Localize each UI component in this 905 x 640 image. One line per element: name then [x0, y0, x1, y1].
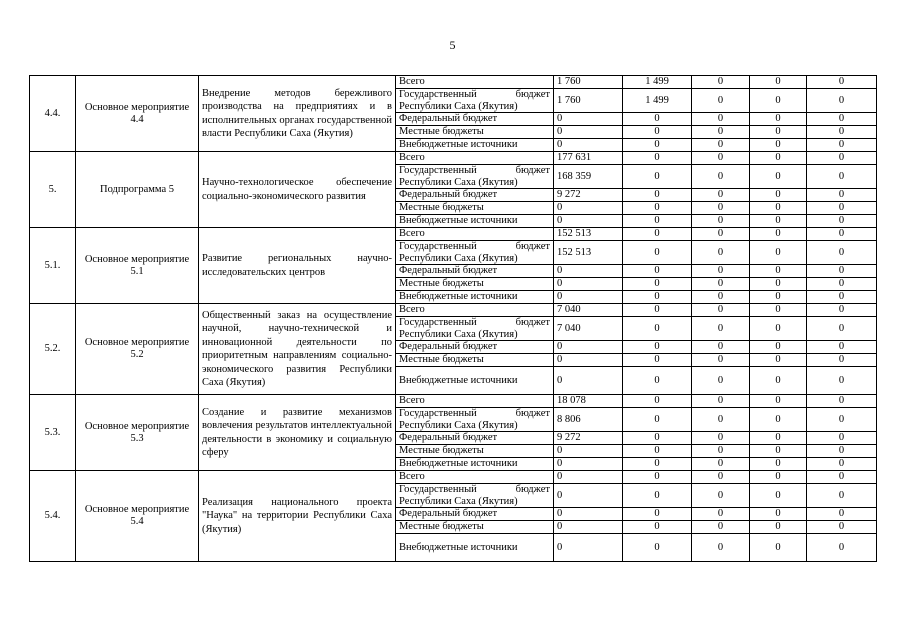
- value-cell: 0: [692, 432, 750, 445]
- value-cell: 0: [750, 484, 807, 508]
- value-cell: 0: [623, 165, 692, 189]
- value-cell: 0: [807, 458, 877, 471]
- value-cell: 0: [807, 202, 877, 215]
- funding-source: Федеральный бюджет: [396, 189, 554, 202]
- value-cell: 0: [554, 341, 623, 354]
- value-cell: 0: [554, 471, 623, 484]
- value-cell: 0: [807, 534, 877, 562]
- value-cell: 0: [554, 278, 623, 291]
- value-cell: 0: [807, 471, 877, 484]
- value-cell: 177 631: [554, 152, 623, 165]
- value-cell: 0: [807, 89, 877, 113]
- value-cell: 0: [692, 113, 750, 126]
- table-row: [30, 152, 877, 165]
- value-cell: 0: [623, 471, 692, 484]
- item-name: Основное мероприятие 5.1: [76, 228, 199, 304]
- value-cell: 0: [750, 139, 807, 152]
- item-number: 5.: [30, 152, 76, 228]
- value-cell: 0: [692, 445, 750, 458]
- table-row: [30, 76, 877, 89]
- funding-source: Всего: [396, 304, 554, 317]
- item-number: 5.3.: [30, 395, 76, 471]
- table-row: [30, 471, 877, 484]
- item-description: Создание и развитие механизмов вовлечения результатов интеллектуальной деятельности в экономику и социальную сферу: [199, 395, 396, 471]
- funding-source: Местные бюджеты: [396, 521, 554, 534]
- value-cell: 0: [623, 215, 692, 228]
- value-cell: 0: [807, 165, 877, 189]
- value-cell: 0: [692, 126, 750, 139]
- funding-source: Всего: [396, 395, 554, 408]
- funding-source: Всего: [396, 228, 554, 241]
- value-cell: 0: [750, 278, 807, 291]
- value-cell: 0: [750, 508, 807, 521]
- value-cell: 0: [750, 76, 807, 89]
- value-cell: 0: [750, 471, 807, 484]
- funding-source: Федеральный бюджет: [396, 341, 554, 354]
- value-cell: 0: [554, 508, 623, 521]
- value-cell: 0: [692, 139, 750, 152]
- value-cell: 1 760: [554, 76, 623, 89]
- funding-source: Местные бюджеты: [396, 354, 554, 367]
- funding-source: Внебюджетные источники: [396, 215, 554, 228]
- value-cell: 0: [807, 354, 877, 367]
- item-number: 4.4.: [30, 76, 76, 152]
- value-cell: 0: [623, 304, 692, 317]
- value-cell: 0: [554, 126, 623, 139]
- value-cell: 0: [807, 508, 877, 521]
- item-description: Развитие региональных научно-исследовательских центров: [199, 228, 396, 304]
- value-cell: 8 806: [554, 408, 623, 432]
- value-cell: 0: [750, 202, 807, 215]
- funding-source: Всего: [396, 152, 554, 165]
- value-cell: 0: [807, 278, 877, 291]
- value-cell: 0: [692, 215, 750, 228]
- value-cell: 0: [692, 408, 750, 432]
- value-cell: 0: [750, 189, 807, 202]
- value-cell: 152 513: [554, 228, 623, 241]
- value-cell: 0: [807, 228, 877, 241]
- funding-source: Государственный бюджет Республики Саха (Якутия): [396, 165, 554, 189]
- value-cell: 0: [554, 354, 623, 367]
- value-cell: 0: [692, 89, 750, 113]
- value-cell: 0: [623, 445, 692, 458]
- value-cell: 0: [554, 265, 623, 278]
- value-cell: 0: [807, 215, 877, 228]
- value-cell: 0: [623, 432, 692, 445]
- value-cell: 0: [554, 202, 623, 215]
- value-cell: 0: [692, 471, 750, 484]
- value-cell: 0: [692, 189, 750, 202]
- funding-source: Государственный бюджет Республики Саха (Якутия): [396, 89, 554, 113]
- value-cell: 0: [623, 126, 692, 139]
- value-cell: 0: [692, 521, 750, 534]
- value-cell: 168 359: [554, 165, 623, 189]
- funding-source: Федеральный бюджет: [396, 113, 554, 126]
- value-cell: 0: [807, 432, 877, 445]
- value-cell: 0: [554, 367, 623, 395]
- funding-source: Государственный бюджет Республики Саха (Якутия): [396, 241, 554, 265]
- value-cell: 0: [623, 508, 692, 521]
- value-cell: 0: [750, 113, 807, 126]
- value-cell: 0: [692, 291, 750, 304]
- value-cell: 0: [623, 152, 692, 165]
- value-cell: 0: [750, 354, 807, 367]
- funding-source: Внебюджетные источники: [396, 291, 554, 304]
- item-name: Основное мероприятие 5.4: [76, 471, 199, 562]
- value-cell: 0: [554, 139, 623, 152]
- value-cell: 0: [807, 395, 877, 408]
- value-cell: 0: [554, 484, 623, 508]
- value-cell: 0: [750, 241, 807, 265]
- value-cell: 0: [692, 458, 750, 471]
- funding-source: Внебюджетные источники: [396, 139, 554, 152]
- value-cell: 0: [750, 445, 807, 458]
- value-cell: 0: [692, 354, 750, 367]
- value-cell: 0: [554, 113, 623, 126]
- value-cell: 0: [750, 126, 807, 139]
- value-cell: 0: [623, 241, 692, 265]
- value-cell: 0: [623, 228, 692, 241]
- value-cell: 1 760: [554, 89, 623, 113]
- value-cell: 0: [692, 202, 750, 215]
- value-cell: 0: [623, 278, 692, 291]
- funding-source: Государственный бюджет Республики Саха (Якутия): [396, 317, 554, 341]
- value-cell: 0: [623, 521, 692, 534]
- value-cell: 0: [807, 341, 877, 354]
- funding-source: Внебюджетные источники: [396, 458, 554, 471]
- value-cell: 9 272: [554, 432, 623, 445]
- value-cell: 0: [807, 152, 877, 165]
- value-cell: 1 499: [623, 89, 692, 113]
- value-cell: 152 513: [554, 241, 623, 265]
- value-cell: 7 040: [554, 304, 623, 317]
- value-cell: 0: [807, 76, 877, 89]
- value-cell: 0: [807, 113, 877, 126]
- value-cell: 0: [750, 521, 807, 534]
- value-cell: 0: [692, 484, 750, 508]
- value-cell: 0: [692, 228, 750, 241]
- value-cell: 0: [750, 215, 807, 228]
- funding-source: Местные бюджеты: [396, 126, 554, 139]
- value-cell: 0: [807, 304, 877, 317]
- value-cell: 0: [692, 278, 750, 291]
- funding-source: Местные бюджеты: [396, 445, 554, 458]
- item-description: Внедрение методов бережливого производства на предприятиях и в исполнительных органах государственной власти Республики Саха (Якутия): [199, 76, 396, 152]
- value-cell: 0: [623, 354, 692, 367]
- value-cell: 1 499: [623, 76, 692, 89]
- value-cell: 0: [623, 408, 692, 432]
- value-cell: 0: [554, 521, 623, 534]
- value-cell: 0: [623, 317, 692, 341]
- value-cell: 0: [692, 508, 750, 521]
- page-number: 5: [449, 38, 456, 52]
- funding-source: Местные бюджеты: [396, 202, 554, 215]
- value-cell: 0: [692, 341, 750, 354]
- funding-source: Государственный бюджет Республики Саха (Якутия): [396, 484, 554, 508]
- value-cell: 0: [692, 395, 750, 408]
- table-row: [30, 304, 877, 317]
- value-cell: 0: [807, 317, 877, 341]
- table-body: [30, 76, 877, 562]
- item-number: 5.2.: [30, 304, 76, 395]
- value-cell: 0: [750, 265, 807, 278]
- value-cell: 0: [623, 341, 692, 354]
- financing-table: [29, 75, 877, 562]
- value-cell: 0: [692, 367, 750, 395]
- value-cell: 0: [623, 458, 692, 471]
- funding-source: Федеральный бюджет: [396, 508, 554, 521]
- funding-source: Федеральный бюджет: [396, 432, 554, 445]
- value-cell: 0: [623, 291, 692, 304]
- value-cell: 0: [750, 534, 807, 562]
- item-name: Основное мероприятие 5.2: [76, 304, 199, 395]
- funding-source: Всего: [396, 471, 554, 484]
- value-cell: 0: [807, 241, 877, 265]
- value-cell: 0: [750, 228, 807, 241]
- value-cell: 0: [623, 189, 692, 202]
- item-name: Подпрограмма 5: [76, 152, 199, 228]
- value-cell: 0: [750, 408, 807, 432]
- value-cell: 0: [623, 202, 692, 215]
- value-cell: 0: [750, 165, 807, 189]
- value-cell: 0: [623, 534, 692, 562]
- funding-source: Внебюджетные источники: [396, 367, 554, 395]
- item-description: Общественный заказ на осуществление научной, научно-технической и инновационной деятельности по приоритетным направлениям социально-экономического развития Республики Саха (Якутия): [199, 304, 396, 395]
- value-cell: 0: [750, 458, 807, 471]
- value-cell: 0: [807, 521, 877, 534]
- value-cell: 0: [554, 458, 623, 471]
- value-cell: 0: [807, 291, 877, 304]
- value-cell: 0: [692, 152, 750, 165]
- value-cell: 0: [623, 367, 692, 395]
- value-cell: 18 078: [554, 395, 623, 408]
- value-cell: 0: [692, 534, 750, 562]
- table-row: [30, 395, 877, 408]
- item-name: Основное мероприятие 5.3: [76, 395, 199, 471]
- value-cell: 0: [807, 408, 877, 432]
- value-cell: 0: [750, 367, 807, 395]
- value-cell: 0: [750, 432, 807, 445]
- item-number: 5.1.: [30, 228, 76, 304]
- funding-source: Государственный бюджет Республики Саха (Якутия): [396, 408, 554, 432]
- value-cell: 0: [807, 445, 877, 458]
- value-cell: 0: [750, 89, 807, 113]
- value-cell: 0: [750, 152, 807, 165]
- value-cell: 0: [623, 265, 692, 278]
- funding-source: Местные бюджеты: [396, 278, 554, 291]
- value-cell: 0: [692, 165, 750, 189]
- value-cell: 0: [750, 291, 807, 304]
- table-row: [30, 228, 877, 241]
- value-cell: 0: [807, 367, 877, 395]
- value-cell: 0: [807, 126, 877, 139]
- value-cell: 0: [807, 265, 877, 278]
- value-cell: 0: [750, 395, 807, 408]
- item-description: Научно-технологическое обеспечение социально-экономического развития: [199, 152, 396, 228]
- value-cell: 0: [692, 265, 750, 278]
- value-cell: 0: [807, 139, 877, 152]
- value-cell: 0: [554, 534, 623, 562]
- value-cell: 0: [807, 189, 877, 202]
- value-cell: 9 272: [554, 189, 623, 202]
- value-cell: 7 040: [554, 317, 623, 341]
- item-name: Основное мероприятие 4.4: [76, 76, 199, 152]
- value-cell: 0: [554, 445, 623, 458]
- value-cell: 0: [623, 113, 692, 126]
- funding-source: Всего: [396, 76, 554, 89]
- value-cell: 0: [807, 484, 877, 508]
- value-cell: 0: [692, 317, 750, 341]
- value-cell: 0: [623, 484, 692, 508]
- value-cell: 0: [692, 304, 750, 317]
- value-cell: 0: [750, 341, 807, 354]
- funding-source: Федеральный бюджет: [396, 265, 554, 278]
- item-description: Реализация национального проекта "Наука" на территории Республики Саха (Якутия): [199, 471, 396, 562]
- value-cell: 0: [623, 395, 692, 408]
- value-cell: 0: [750, 304, 807, 317]
- value-cell: 0: [623, 139, 692, 152]
- item-number: 5.4.: [30, 471, 76, 562]
- value-cell: 0: [554, 215, 623, 228]
- value-cell: 0: [692, 241, 750, 265]
- funding-source: Внебюджетные источники: [396, 534, 554, 562]
- value-cell: 0: [554, 291, 623, 304]
- value-cell: 0: [692, 76, 750, 89]
- value-cell: 0: [750, 317, 807, 341]
